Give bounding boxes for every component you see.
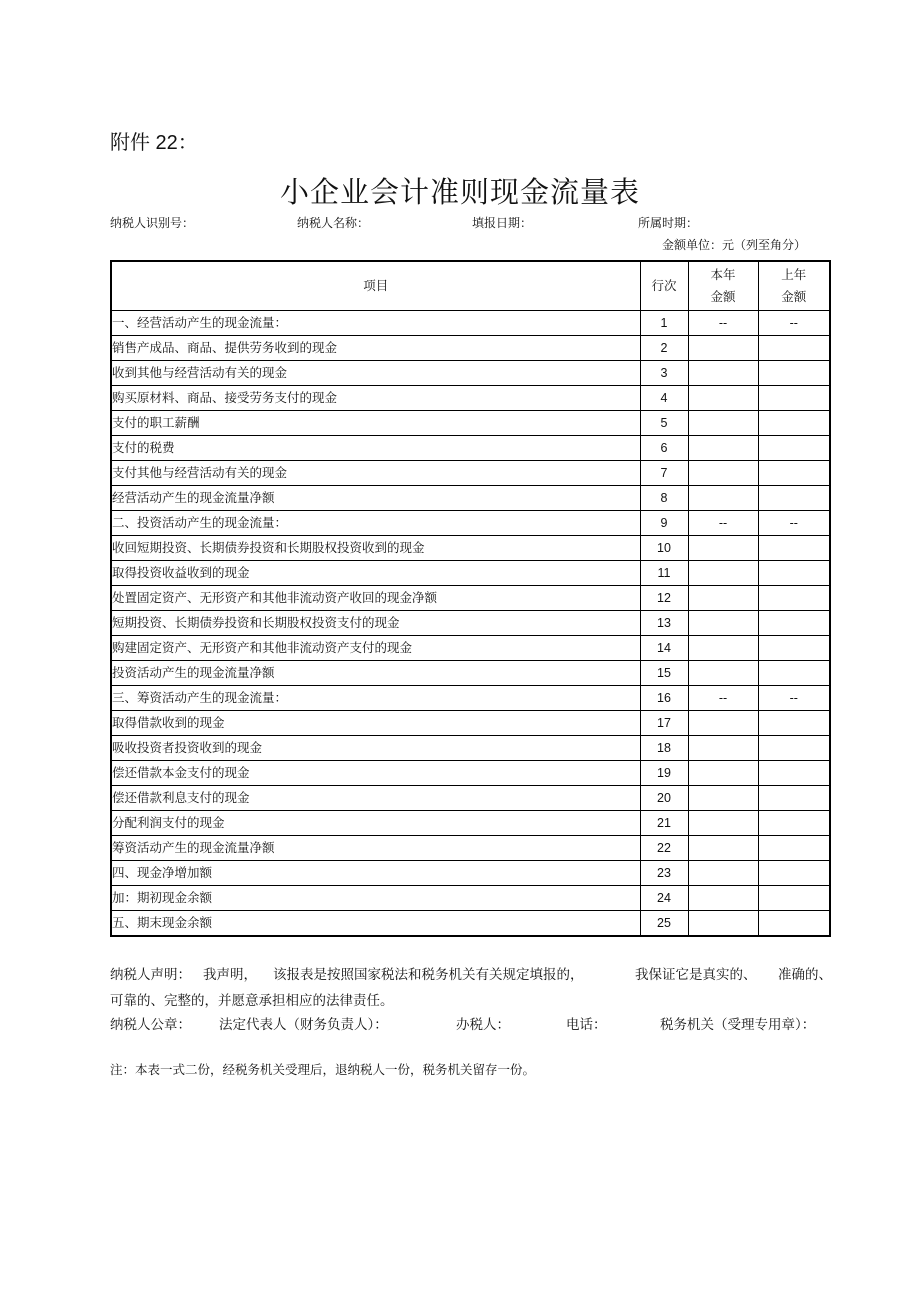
table-row [111,311,830,336]
row-item-name: 支付的职工薪酬 [111,411,640,436]
row-item-name: 三、筹资活动产生的现金流量： [111,686,640,711]
table-row [111,411,830,436]
row-line-number: 11 [640,561,688,586]
row-current-amount [688,336,758,361]
row-line-number: 1 [640,311,688,336]
row-item-name: 投资活动产生的现金流量净额 [111,661,640,686]
row-current-amount [688,736,758,761]
row-prior-amount [758,486,830,511]
taxpayer-name-label: 纳税人名称： [297,216,370,230]
header-line: 行次 [640,261,688,311]
row-item-name: 加：期初现金余额 [111,886,640,911]
declaration-line1 [110,963,584,983]
table-row [111,561,830,586]
row-current-amount [688,886,758,911]
row-line-number: 16 [640,686,688,711]
table-row [111,711,830,736]
table-row [111,361,830,386]
row-item-name: 收到其他与经营活动有关的现金 [111,361,640,386]
table-row [111,911,830,937]
declaration-part1: 我声明， [203,967,257,983]
declaration-part4: 准确的、 [778,967,832,983]
table-row [111,586,830,611]
cash-flow-table [110,260,831,937]
row-current-amount [688,711,758,736]
row-current-amount: -- [688,686,758,711]
table-row [111,661,830,686]
row-prior-amount [758,411,830,436]
row-prior-amount: -- [758,511,830,536]
row-prior-amount [758,661,830,686]
row-prior-amount [758,361,830,386]
row-current-amount [688,561,758,586]
row-line-number: 10 [640,536,688,561]
tax-authority-label: 税务机关（受理专用章）： [660,1017,816,1033]
row-line-number: 4 [640,386,688,411]
row-line-number: 13 [640,611,688,636]
legal-rep-label: 法定代表人（财务负责人）： [219,1017,388,1033]
row-item-name: 二、投资活动产生的现金流量： [111,511,640,536]
row-item-name: 筹资活动产生的现金流量净额 [111,836,640,861]
row-prior-amount [758,886,830,911]
row-current-amount [688,536,758,561]
header-item: 项目 [111,261,640,311]
table-row [111,736,830,761]
row-current-amount [688,786,758,811]
row-line-number: 9 [640,511,688,536]
header-current-amount [688,261,758,311]
row-item-name: 支付其他与经营活动有关的现金 [111,461,640,486]
row-line-number: 3 [640,361,688,386]
table-row [111,511,830,536]
row-current-amount [688,361,758,386]
row-prior-amount [758,561,830,586]
row-line-number: 6 [640,436,688,461]
row-item-name: 分配利润支付的现金 [111,811,640,836]
row-item-name: 短期投资、长期债券投资和长期股权投资支付的现金 [111,611,640,636]
table-row [111,486,830,511]
table-row [111,786,830,811]
declaration-line2: 可靠的、完整的，并愿意承担相应的法律责任。 [110,993,394,1009]
row-line-number: 17 [640,711,688,736]
row-current-amount [688,461,758,486]
row-line-number: 5 [640,411,688,436]
row-current-amount [688,761,758,786]
table-row [111,536,830,561]
row-line-number: 24 [640,886,688,911]
row-prior-amount [758,911,830,937]
row-item-name: 经营活动产生的现金流量净额 [111,486,640,511]
table-header-row [111,261,830,311]
table-row [111,461,830,486]
row-prior-amount: -- [758,311,830,336]
table-row [111,861,830,886]
declaration-label: 纳税人声明： [110,967,191,983]
taxpayer-id-label: 纳税人识别号： [110,216,195,230]
row-prior-amount [758,761,830,786]
table-row [111,436,830,461]
amount-unit-label: 金额单位：元（列至角分） [662,238,807,252]
row-line-number: 8 [640,486,688,511]
table-row [111,886,830,911]
table-row [111,836,830,861]
row-current-amount [688,436,758,461]
table-row [111,336,830,361]
handler-label: 办税人： [456,1017,510,1033]
table-row [111,811,830,836]
row-item-name: 收回短期投资、长期债券投资和长期股权投资收到的现金 [111,536,640,561]
row-current-amount [688,586,758,611]
row-item-name: 五、期末现金余额 [111,911,640,937]
row-current-amount [688,486,758,511]
row-item-name: 偿还借款利息支付的现金 [111,786,640,811]
table-row [111,636,830,661]
row-item-name: 偿还借款本金支付的现金 [111,761,640,786]
row-prior-amount [758,836,830,861]
row-current-amount [688,611,758,636]
period-label: 所属时期： [638,216,699,230]
row-prior-amount [758,636,830,661]
row-prior-amount [758,811,830,836]
declaration-part2: 该报表是按照国家税法和税务机关有关规定填报的， [273,967,584,983]
seal-label: 纳税人公章： [110,1017,191,1033]
row-line-number: 7 [640,461,688,486]
row-item-name: 取得借款收到的现金 [111,711,640,736]
fill-date-label: 填报日期： [472,216,533,230]
row-line-number: 21 [640,811,688,836]
row-prior-amount [758,711,830,736]
row-prior-amount [758,586,830,611]
page-title: 小企业会计准则现金流量表 [279,175,640,209]
row-current-amount [688,636,758,661]
row-current-amount [688,861,758,886]
row-line-number: 25 [640,911,688,937]
row-current-amount: -- [688,311,758,336]
row-item-name: 一、经营活动产生的现金流量： [111,311,640,336]
row-item-name: 购买原材料、商品、接受劳务支付的现金 [111,386,640,411]
row-line-number: 18 [640,736,688,761]
header-prior-amount [758,261,830,311]
row-item-name: 销售产成品、商品、提供劳务收到的现金 [111,336,640,361]
row-current-amount [688,911,758,937]
row-line-number: 12 [640,586,688,611]
attachment-label: 附件 22： [110,132,198,154]
row-current-amount [688,411,758,436]
row-current-amount: -- [688,511,758,536]
row-prior-amount [758,336,830,361]
row-item-name: 四、现金净增加额 [111,861,640,886]
table-row [111,611,830,636]
row-item-name: 处置固定资产、无形资产和其他非流动资产收回的现金净额 [111,586,640,611]
row-current-amount [688,661,758,686]
row-line-number: 15 [640,661,688,686]
table-row [111,686,830,711]
row-line-number: 23 [640,861,688,886]
row-item-name: 取得投资收益收到的现金 [111,561,640,586]
row-item-name: 吸收投资者投资收到的现金 [111,736,640,761]
row-current-amount [688,836,758,861]
header-prior-line2: 金额 [781,289,807,304]
row-line-number: 22 [640,836,688,861]
footnote: 注：本表一式二份，经税务机关受理后，退纳税人一份，税务机关留存一份。 [110,1062,536,1077]
row-line-number: 2 [640,336,688,361]
row-line-number: 14 [640,636,688,661]
row-prior-amount [758,786,830,811]
row-prior-amount [758,611,830,636]
row-prior-amount [758,461,830,486]
row-current-amount [688,811,758,836]
declaration-part3: 我保证它是真实的、 [635,967,757,983]
row-prior-amount [758,386,830,411]
row-prior-amount [758,861,830,886]
row-prior-amount: -- [758,686,830,711]
row-line-number: 19 [640,761,688,786]
row-item-name: 支付的税费 [111,436,640,461]
row-prior-amount [758,736,830,761]
row-line-number: 20 [640,786,688,811]
row-item-name: 购建固定资产、无形资产和其他非流动资产支付的现金 [111,636,640,661]
phone-label: 电话： [566,1017,607,1033]
header-current-line2: 金额 [710,289,736,304]
table-row [111,386,830,411]
header-prior-line1: 上年 [781,267,807,282]
table-row [111,761,830,786]
row-prior-amount [758,436,830,461]
header-current-line1: 本年 [710,267,736,282]
row-current-amount [688,386,758,411]
row-prior-amount [758,536,830,561]
